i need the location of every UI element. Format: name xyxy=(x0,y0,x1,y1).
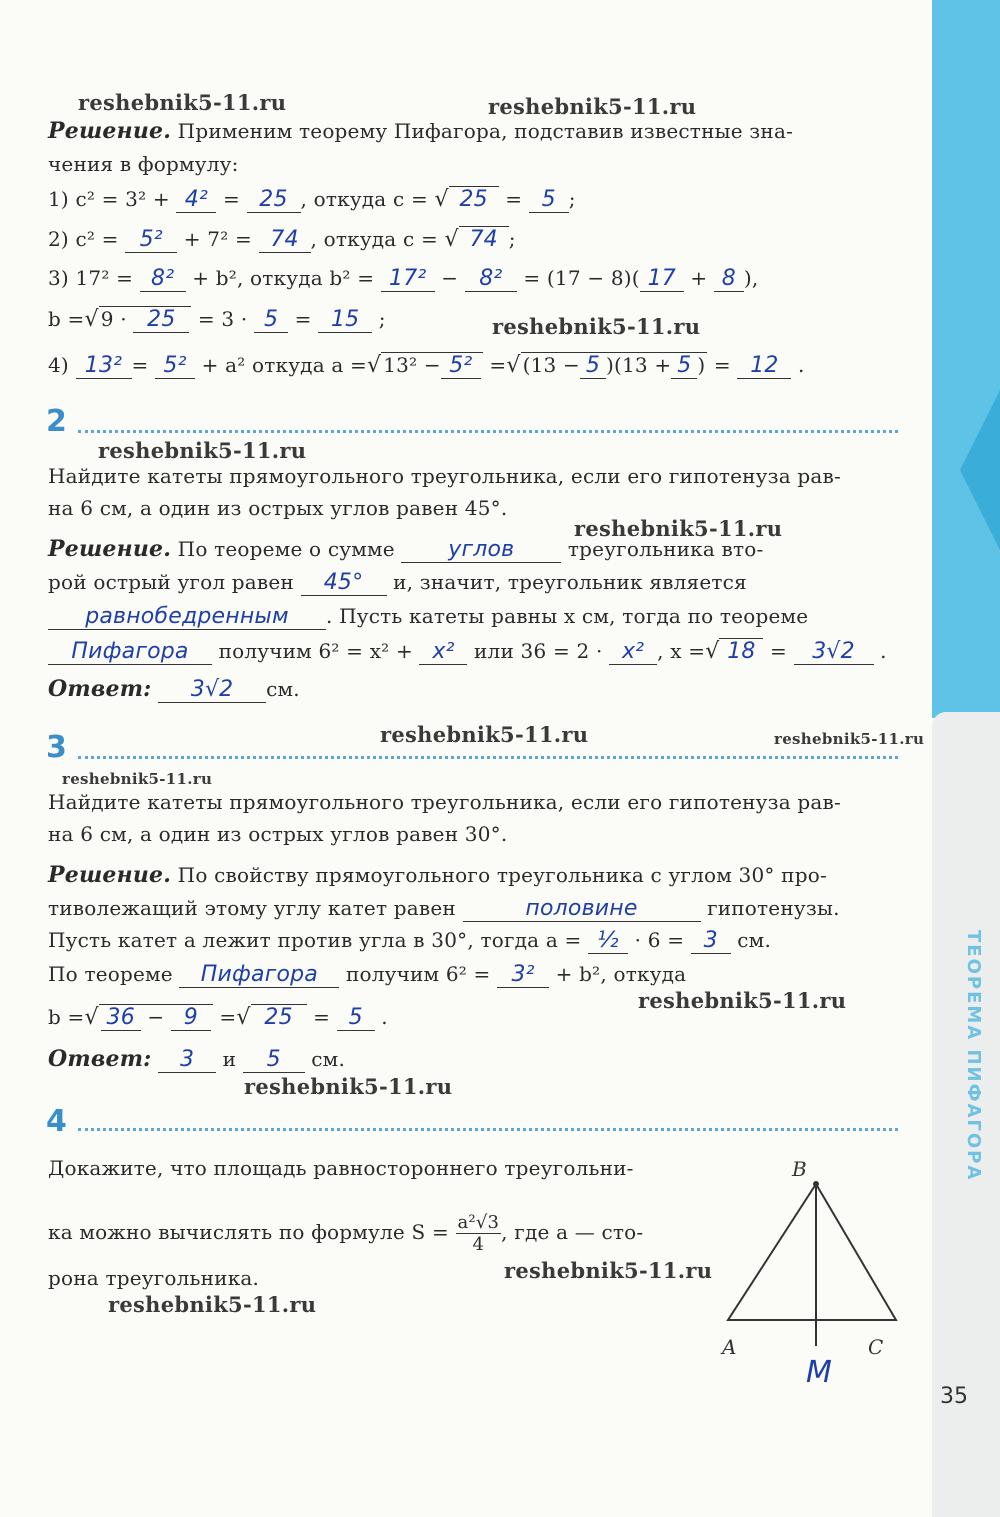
text: 2) c² = xyxy=(48,227,119,251)
text: . xyxy=(880,639,887,663)
task3-solution-line1 xyxy=(48,862,827,888)
text: . xyxy=(798,353,805,377)
text: = xyxy=(131,353,149,377)
task-number: 2 xyxy=(46,404,67,439)
handwritten-answer: Пифагора xyxy=(179,963,339,988)
text: = (17 − 8)( xyxy=(523,266,640,290)
handwritten-answer: 12 xyxy=(737,354,791,379)
sqrt-sign: √ xyxy=(236,1005,251,1030)
triangle-diagram xyxy=(700,1150,920,1400)
task-number: 3 xyxy=(46,730,67,765)
handwritten-answer: 8 xyxy=(714,267,744,292)
answer-label: Ответ: xyxy=(48,1046,152,1072)
handwritten-answer: 45° xyxy=(301,571,387,596)
text: = xyxy=(222,187,240,211)
text: = xyxy=(294,307,312,331)
handwritten-answer: 15 xyxy=(318,308,372,333)
task4-question-line2 xyxy=(48,1212,643,1255)
text: см. xyxy=(266,677,300,701)
handwritten-answer: 25 xyxy=(133,308,189,333)
text: тиволежащий этому углу катет равен xyxy=(48,896,456,920)
watermark: reshebnik5-11.ru xyxy=(244,1074,453,1099)
text: ) xyxy=(697,353,706,377)
handwritten-answer: 17 xyxy=(640,267,684,292)
text: или 36 = 2 · xyxy=(474,639,603,663)
task2-answer xyxy=(48,676,300,703)
handwritten-answer: 5² xyxy=(155,354,195,379)
handwritten-answer: 5 xyxy=(254,308,288,333)
task1-line3 xyxy=(48,266,758,292)
triangle-outline xyxy=(728,1184,896,1320)
handwritten-answer: 17² xyxy=(381,267,435,292)
text: получим 6² = x² + xyxy=(218,639,413,663)
watermark: reshebnik5-11.ru xyxy=(98,438,307,463)
text: − xyxy=(441,266,459,290)
text: ка можно вычислять по формуле S = xyxy=(48,1220,449,1244)
text: , откуда c = xyxy=(300,187,428,211)
text: = xyxy=(713,353,731,377)
answer-label: Ответ: xyxy=(48,676,152,702)
text: (13 − xyxy=(522,353,580,377)
dotted-divider xyxy=(78,1128,898,1131)
task2-solution-line2 xyxy=(48,570,747,596)
handwritten-answer: 8² xyxy=(465,267,517,292)
text: = xyxy=(313,1005,331,1029)
handwritten-answer: 8² xyxy=(140,267,186,292)
dotted-divider xyxy=(78,756,898,759)
task1-intro-line1 xyxy=(48,118,793,144)
handwritten-answer: 25 xyxy=(264,1005,293,1030)
task1-intro-line2: чения в формулу: xyxy=(48,152,239,176)
handwritten-answer: 3 xyxy=(158,1048,216,1073)
text: см. xyxy=(311,1047,345,1071)
vertex-b-label: B xyxy=(792,1157,807,1181)
watermark: reshebnik5-11.ru xyxy=(108,1292,317,1317)
text: − xyxy=(147,1005,165,1029)
handwritten-answer: 3² xyxy=(497,963,549,988)
text: 13² − xyxy=(383,353,441,377)
task3-solution-line4 xyxy=(48,962,686,988)
vertex-a-label: A xyxy=(722,1335,737,1359)
sqrt-sign: √ xyxy=(506,353,521,378)
handwritten-answer: 5 xyxy=(580,354,606,379)
handwritten-answer: 3√2 xyxy=(158,678,266,703)
midpoint-m-label: M xyxy=(806,1355,832,1390)
text: , где a — сто- xyxy=(501,1220,644,1244)
task3-solution-line2 xyxy=(48,896,840,922)
text: )(13 + xyxy=(605,353,672,377)
handwritten-answer: 3 xyxy=(691,929,731,954)
sqrt-sign: √ xyxy=(84,1005,99,1030)
text: + b², откуда b² = xyxy=(192,266,375,290)
text: 1) c² = 3² + xyxy=(48,187,170,211)
text: = 3 · xyxy=(197,307,248,331)
task4-question-line1: Докажите, что площадь равностороннего треугольни- xyxy=(48,1156,634,1180)
text: см. xyxy=(737,928,771,952)
solution-label: Решение. xyxy=(48,536,172,562)
radicand xyxy=(719,638,763,664)
handwritten-answer: половине xyxy=(463,897,701,922)
sidebar-arrow xyxy=(960,390,1000,550)
task2-question-line2: на 6 см, а один из острых углов равен 45°. xyxy=(48,496,508,520)
watermark: reshebnik5-11.ru xyxy=(380,722,589,747)
text: По теореме о сумме xyxy=(177,537,395,561)
text: 3) 17² = xyxy=(48,266,134,290)
watermark: reshebnik5-11.ru xyxy=(488,94,697,119)
fraction-denominator: 4 xyxy=(472,1234,485,1255)
chapter-title: ТЕОРЕМА ПИФАГОРА xyxy=(963,930,984,1182)
handwritten-answer: 13² xyxy=(76,354,132,379)
sidebar-band xyxy=(932,0,1000,718)
text: ; xyxy=(378,307,386,331)
fraction-numerator: a²√3 xyxy=(457,1212,500,1233)
text: рой острый угол равен xyxy=(48,570,294,594)
handwritten-answer: 4² xyxy=(176,188,216,213)
radicand xyxy=(459,226,509,252)
handwritten-answer: 5² xyxy=(441,354,481,379)
text: , x = xyxy=(657,639,706,663)
watermark: reshebnik5-11.ru xyxy=(504,1258,713,1283)
sqrt-sign: √ xyxy=(444,227,459,252)
task2-solution-line1 xyxy=(48,536,763,563)
text: 4) xyxy=(48,353,69,377)
text: 9 · xyxy=(100,307,127,331)
radicand xyxy=(381,352,483,379)
handwritten-answer: 74 xyxy=(469,227,498,252)
text: ; xyxy=(508,227,516,251)
text: получим 6² = xyxy=(345,962,491,986)
text: , откуда c = xyxy=(310,227,438,251)
task3-solution-line3 xyxy=(48,928,771,954)
task1-line1 xyxy=(48,186,576,213)
task1-line2 xyxy=(48,226,516,253)
text: b = xyxy=(48,1005,85,1029)
watermark: reshebnik5-11.ru xyxy=(574,516,783,541)
handwritten-answer: 9 xyxy=(171,1006,211,1031)
task4-question-line3: рона треугольника. xyxy=(48,1266,260,1290)
text: По теореме xyxy=(48,962,173,986)
task2-solution-line3 xyxy=(48,604,808,630)
task3-solution-line5 xyxy=(48,1004,388,1031)
radicand xyxy=(449,186,499,212)
handwritten-answer: 25 xyxy=(459,187,488,212)
solution-label: Решение. xyxy=(48,862,172,888)
handwritten-answer: 5 xyxy=(671,354,697,379)
text: + a² откуда a = xyxy=(201,353,368,377)
text: . Пусть катеты равны x см, тогда по теореме xyxy=(326,604,809,628)
task2-question-line1: Найдите катеты прямоугольного треугольника, если его гипотенуза рав- xyxy=(48,464,841,488)
text: Пусть катет a лежит против угла в 30°, тогда a = xyxy=(48,928,582,952)
handwritten-answer: 3√2 xyxy=(794,640,874,665)
task3-question-line1: Найдите катеты прямоугольного треугольника, если его гипотенуза рав- xyxy=(48,790,841,814)
task3-question-line2: на 6 см, а один из острых углов равен 30°. xyxy=(48,822,508,846)
handwritten-answer: 5 xyxy=(529,188,569,213)
watermark: reshebnik5-11.ru xyxy=(78,90,287,115)
text: · 6 = xyxy=(634,928,685,952)
task1-line5 xyxy=(48,352,805,379)
handwritten-answer: 5 xyxy=(243,1048,305,1073)
handwritten-answer: 74 xyxy=(259,228,311,253)
handwritten-answer: углов xyxy=(401,538,561,563)
text: ), xyxy=(743,266,759,290)
sqrt-sign: √ xyxy=(705,639,720,664)
text: + 7² = xyxy=(183,227,252,251)
handwritten-answer: 18 xyxy=(727,639,756,664)
sqrt-sign: √ xyxy=(84,307,99,332)
handwritten-answer: 5² xyxy=(125,228,177,253)
task1-line4 xyxy=(48,306,386,333)
radicand xyxy=(251,1004,307,1030)
task-number: 4 xyxy=(46,1104,67,1139)
page-number: 35 xyxy=(940,1384,968,1409)
task3-answer xyxy=(48,1046,345,1073)
text: = xyxy=(505,187,523,211)
text: = xyxy=(489,353,507,377)
text: ; xyxy=(568,187,576,211)
text: треугольника вто- xyxy=(567,537,764,561)
sqrt-sign: √ xyxy=(367,353,382,378)
sqrt-sign: √ xyxy=(434,187,449,212)
text: гипотенузы. xyxy=(707,896,840,920)
solution-label: Решение. xyxy=(48,118,172,144)
watermark: reshebnik5-11.ru xyxy=(492,314,701,339)
vertex-b-point xyxy=(813,1181,819,1187)
text: = xyxy=(769,639,787,663)
vertex-c-label: C xyxy=(868,1335,884,1359)
watermark: reshebnik5-11.ru xyxy=(638,988,847,1013)
watermark: reshebnik5-11.ru xyxy=(62,770,213,788)
area-formula-fraction xyxy=(456,1212,502,1255)
intro-text: Применим теорему Пифагора, подставив известные зна- xyxy=(177,119,794,143)
radicand xyxy=(99,306,192,333)
radicand xyxy=(99,1004,213,1031)
handwritten-answer: 25 xyxy=(247,188,301,213)
text: По свойству прямоугольного треугольника с углом 30° про- xyxy=(177,863,827,887)
handwritten-answer: равнобедренным xyxy=(48,605,326,630)
handwritten-answer: x² xyxy=(609,640,657,665)
task2-solution-line4 xyxy=(48,638,887,665)
watermark: reshebnik5-11.ru xyxy=(774,730,925,748)
handwritten-answer: Пифагора xyxy=(48,640,212,665)
handwritten-answer: 36 xyxy=(101,1006,141,1031)
dotted-divider xyxy=(78,430,898,433)
radicand xyxy=(521,352,708,379)
text: и xyxy=(222,1047,237,1071)
text: и, значит, треугольник является xyxy=(393,570,747,594)
handwritten-answer: x² xyxy=(419,640,467,665)
text: = xyxy=(219,1005,237,1029)
text: . xyxy=(381,1005,388,1029)
handwritten-answer: ½ xyxy=(588,929,628,954)
handwritten-answer: 5 xyxy=(337,1006,375,1031)
text: b = xyxy=(48,307,85,331)
text: + xyxy=(690,266,708,290)
text: + b², откуда xyxy=(555,962,687,986)
